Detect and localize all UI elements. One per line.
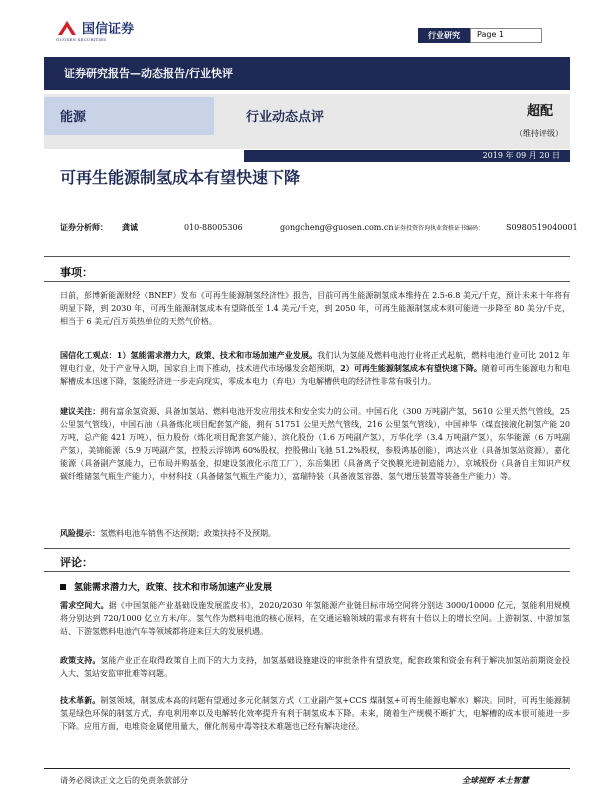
tech-body: 制氢领域，制氢成本高的问题有望通过多元化制氢方式（工业副产氢+CCS 煤制氢+可再生能源电解水）解决。同时，可再生能源制氢是绿色环保的制氢方式，弃电利用率以及电解转化效率提升有利于制氢成本下降。未来，随着生产规模不断扩大，电解槽的成本很可能进一步下降。应用方面，电堆资金属使用量大，催化剂易中毒等技术难题也已经有解决途径。	[60, 696, 571, 731]
risk-label: 风险提示：	[60, 528, 100, 538]
policy-label: 政策支持。	[60, 655, 101, 665]
demand-body: 据《中国氢能产业基础设施发展蓝皮书》，2020/2030 年氢能源产业链目标市场空间将分别达 3000/10000 亿元，氢能利用规模将分别达到 720/1000 亿立方米/年。氢气作为燃料电池的核心原料，在交通运输领域的需求有将有十倍以上的增长空间。上游制氢、中游加氢站、下游氢燃料电池汽车等领域都将迎来巨大的发展机遇。	[60, 601, 570, 636]
logo-mark-icon	[56, 19, 78, 37]
cert-number: S0980519040001	[506, 223, 578, 232]
view-bold2: 2）可再生能源制氢成本有望快速下降。	[340, 363, 482, 373]
footer-slogan: 全球视野 本土智慧	[462, 775, 529, 785]
analyst-phone: 010-88005306	[184, 223, 243, 232]
bullet-heading	[60, 580, 272, 593]
policy-body: 氢能产业正在取得政策自上而下的大力支持，加氢基础设施建设的审批条件有望放宽，配套政策和资金有利于解决加氢站前期资金投入大、氢站安监审批难等问题。	[60, 656, 570, 678]
sector-name: 能源	[60, 110, 87, 125]
analyst-name: 龚诚	[122, 222, 138, 232]
rating-note: （维持评级）	[515, 129, 563, 138]
comment-heading: 评论：	[60, 556, 93, 569]
rating: 超配	[527, 104, 554, 119]
divider	[44, 281, 570, 282]
view-lead: 国信化工观点：1）氢能需求潜力大，政策、技术和市场加速产业发展。	[60, 350, 318, 360]
view-mid: 我们认为氢能及燃料电池行业将正式起航，燃料电池行业可比 2012 年锂电行业，处于产业导入期，国家自上而下推动，技术进代市场爆发会超预期，	[60, 351, 570, 373]
suggest-paragraph	[60, 405, 570, 483]
page-title: 可再生能源制氢成本有望快速下降	[60, 168, 301, 187]
suggest-body: 拥有富余氢资源、具备加氢站、燃料电池开发应用技术和安全实力的公司。中国石化（300 万吨副产氢，5610 公里天然气管线，25 公里氢气管线），中国石油（具备炼化项目配套氢产能，拥有 51751 公里天然气管线，216 公里氢气管线），中国神华（煤直接液化制氢产能 20 万吨，总产能 421 万吨），恒力股份（炼化项目配套氢产能），滨化股份（1.6 万吨副产氢），万华化学（3.4 万吨副产氢），东华能源（6 万吨副产氢），美锦能源（5.9 万吨副产氢，控股云浮锦鸿 60%股权，控股佛山飞驰 51.2%股权，参股鸿基创能），鸿达兴业（具备加氢站资源），嘉化能源（具备副产氢能力，已布局并购基金，拟建设氢液化示范工厂），东岳集团（具备离子交换膜光进制造能力），京城股份（具备自主知识产权碳纤维储氢气瓶生产能力），中材科技（具备储氢气瓶生产能力），富瑞特装（具备液氢容器、氢气增压装置等装备生产能力）等。	[60, 407, 571, 481]
doc-type-box	[418, 28, 542, 43]
tech-label: 技术革新。	[60, 695, 101, 705]
doc-type-label: 行业研究	[418, 28, 470, 43]
demand-label: 需求空间大。	[60, 600, 109, 610]
report-date: 2019 年 09 月 20 日	[244, 150, 570, 162]
events-heading: 事项：	[60, 266, 93, 279]
analyst-info	[60, 222, 580, 233]
demand-paragraph	[60, 599, 570, 638]
page-number: Page 1	[470, 28, 542, 43]
risk-body: 氢燃料电池车销售不达预期；政策扶持不及预期。	[100, 529, 276, 538]
tech-paragraph	[60, 694, 570, 733]
report-banner: 证券研究报告—动态报告/行业快评	[44, 57, 570, 90]
view-paragraph	[60, 349, 570, 388]
events-body: 日前，彭博新能源财经（BNEF）发布《可再生能源制氢经济性》报告，目前可再生能源制氢成本维持在 2.5-6.8 美元/千克，预计未来十年将有明显下降，到 2030 年，可再生能源制氢成本有望降低至 1.4 美元/千克，到 2050 年，可再生能源制氢成本则可能进一步降至 80 美分/千克，相当于 6 美元/百万英热单位的天然气价格。	[60, 291, 570, 326]
suggest-label: 建议关注：	[60, 406, 101, 416]
logo-name: 国信证券	[82, 22, 135, 37]
bullet-title: 氢能需求潜力大，政策、技术和市场加速产业发展	[74, 583, 273, 593]
report-subtype: 行业动态点评	[246, 110, 325, 125]
company-logo	[56, 18, 135, 42]
divider	[44, 256, 570, 257]
view-tail: 随着可再生能源电力和电解槽成本迅速下降，氢能经济进一步走向现实，零成本电力（弃电）为电解槽供电的经济性非常有吸引力。	[60, 364, 570, 386]
footer-disclaimer: 请务必阅读正文之后的免责条款部分	[60, 776, 188, 785]
analyst-email: gongcheng@guosen.com.cn	[280, 223, 394, 232]
policy-paragraph	[60, 654, 570, 680]
cert-label: 证券投资咨询执业资格证书编码：	[394, 225, 485, 232]
divider	[44, 571, 570, 572]
divider	[44, 548, 570, 549]
risk-paragraph	[60, 527, 570, 540]
footer-divider	[44, 768, 570, 769]
logo-subtitle: GUOSEN SECURITIES	[56, 37, 107, 42]
analyst-label: 证券分析师：	[60, 222, 108, 232]
square-bullet-icon	[60, 584, 66, 590]
